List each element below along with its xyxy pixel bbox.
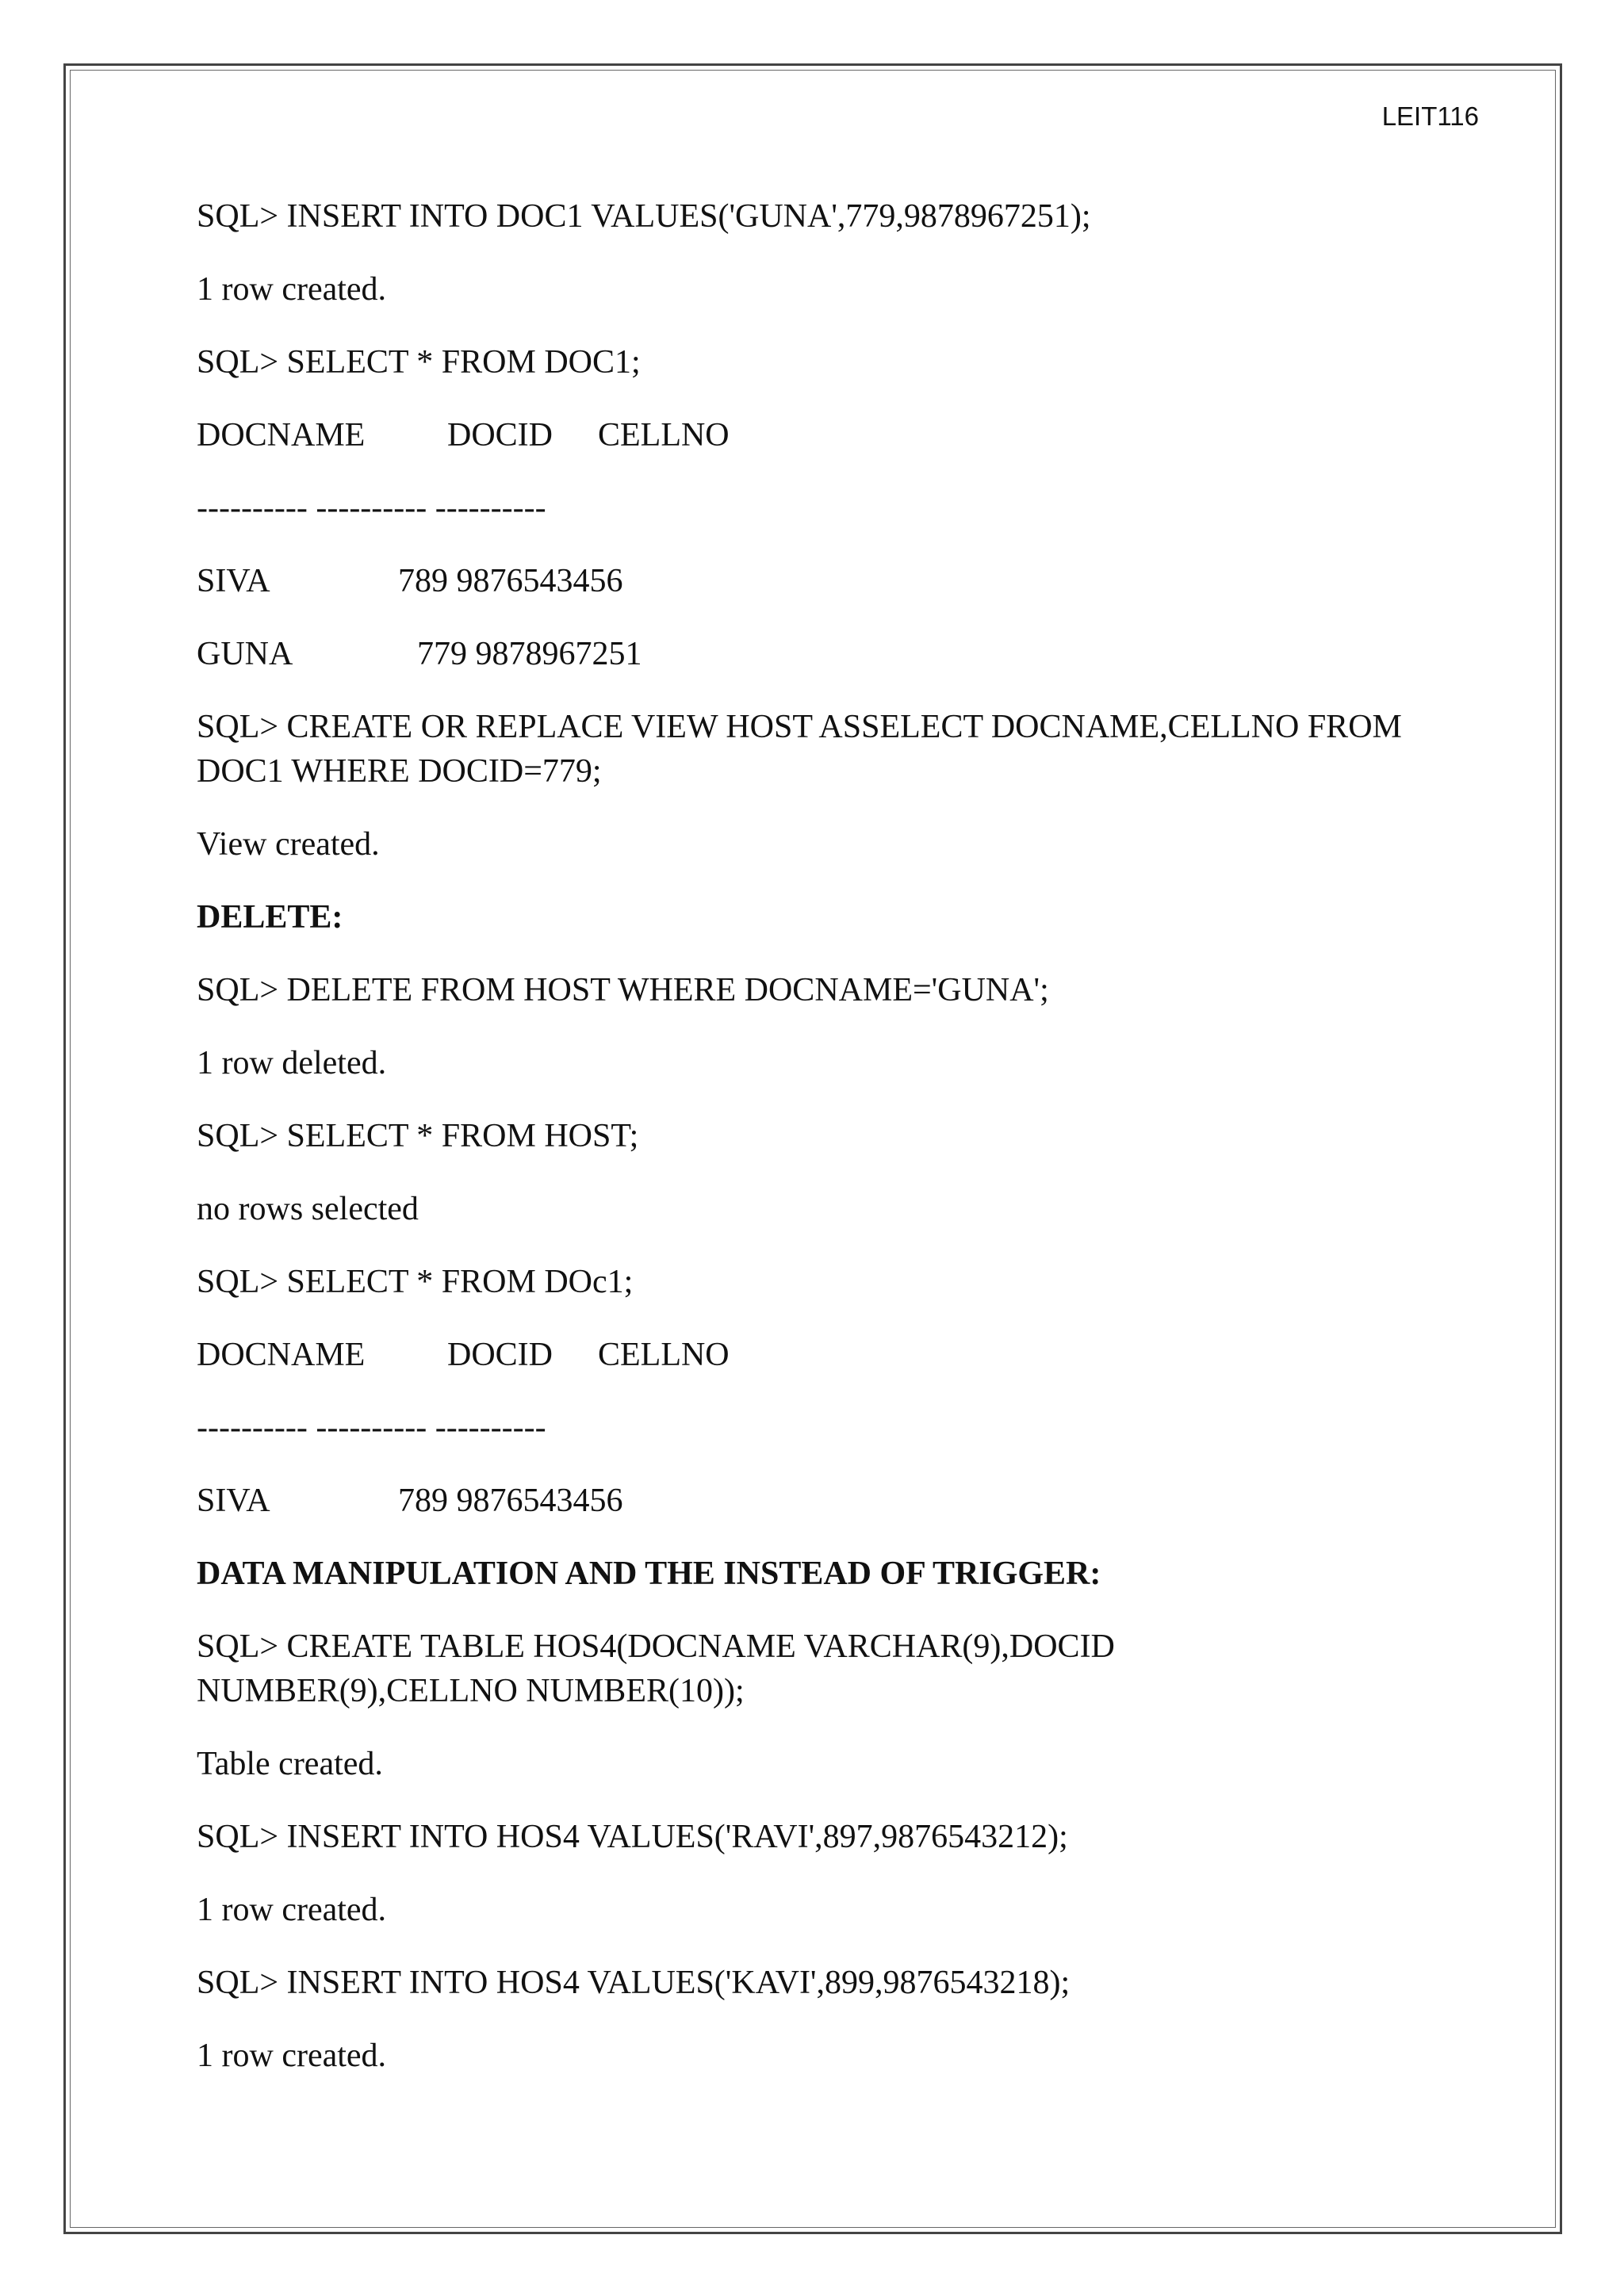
output-view-created: View created. <box>197 826 380 863</box>
sql-select-doc1-again: SQL> SELECT * FROM DOc1; <box>197 1264 634 1300</box>
table-row <box>197 632 1434 676</box>
sql-insert-hos4-kavi: SQL> INSERT INTO HOS4 VALUES('KAVI',899,9876543218); <box>197 1965 1071 2001</box>
output-row-created: 1 row created. <box>197 271 387 308</box>
column-header-cellno: CELLNO <box>598 417 730 453</box>
sql-select-host: SQL> SELECT * FROM HOST; <box>197 1118 639 1154</box>
table-row <box>197 1479 1434 1523</box>
cell-docname: SIVA <box>197 1483 270 1519</box>
sql-delete-from-host: SQL> DELETE FROM HOST WHERE DOCNAME='GUNA'; <box>197 972 1049 1008</box>
table-header-row <box>197 1333 1434 1377</box>
cell-docname: SIVA <box>197 563 270 599</box>
section-heading-delete: DELETE: <box>197 899 343 936</box>
section-heading-instead-of-trigger: DATA MANIPULATION AND THE INSTEAD OF TRIGGER: <box>197 1556 1101 1592</box>
cell-docid-cellno: 789 9876543456 <box>398 563 623 599</box>
sql-select-doc1: SQL> SELECT * FROM DOC1; <box>197 344 641 381</box>
column-header-docid: DOCID <box>447 417 553 453</box>
sql-create-table-hos4: SQL> CREATE TABLE HOS4(DOCNAME VARCHAR(9),DOCID NUMBER(9),CELLNO NUMBER(10)); <box>197 1628 1115 1709</box>
table-separator: ---------- ---------- ---------- <box>197 490 546 526</box>
page-header-code: LEIT116 <box>1381 101 1479 131</box>
column-header-docid: DOCID <box>447 1337 553 1373</box>
output-no-rows: no rows selected <box>197 1191 419 1227</box>
cell-docid-cellno: 779 9878967251 <box>417 636 642 672</box>
document-body <box>197 194 1434 2107</box>
output-row-created: 1 row created. <box>197 2038 387 2074</box>
cell-docname: GUNA <box>197 636 293 672</box>
table-header-row <box>197 413 1434 457</box>
sql-insert-hos4-ravi: SQL> INSERT INTO HOS4 VALUES('RAVI',897,9876543212); <box>197 1819 1068 1855</box>
output-row-deleted: 1 row deleted. <box>197 1045 387 1081</box>
output-row-created: 1 row created. <box>197 1892 387 1928</box>
column-header-docname: DOCNAME <box>197 417 366 453</box>
output-table-created: Table created. <box>197 1746 383 1782</box>
table-row <box>197 559 1434 603</box>
sql-insert-doc1-guna: SQL> INSERT INTO DOC1 VALUES('GUNA',779,9878967251); <box>197 198 1091 235</box>
column-header-docname: DOCNAME <box>197 1337 366 1373</box>
cell-docid-cellno: 789 9876543456 <box>398 1483 623 1519</box>
sql-create-view-host: SQL> CREATE OR REPLACE VIEW HOST ASSELECT DOCNAME,CELLNO FROM DOC1 WHERE DOCID=779; <box>197 709 1402 790</box>
table-separator: ---------- ---------- ---------- <box>197 1410 546 1446</box>
column-header-cellno: CELLNO <box>598 1337 730 1373</box>
